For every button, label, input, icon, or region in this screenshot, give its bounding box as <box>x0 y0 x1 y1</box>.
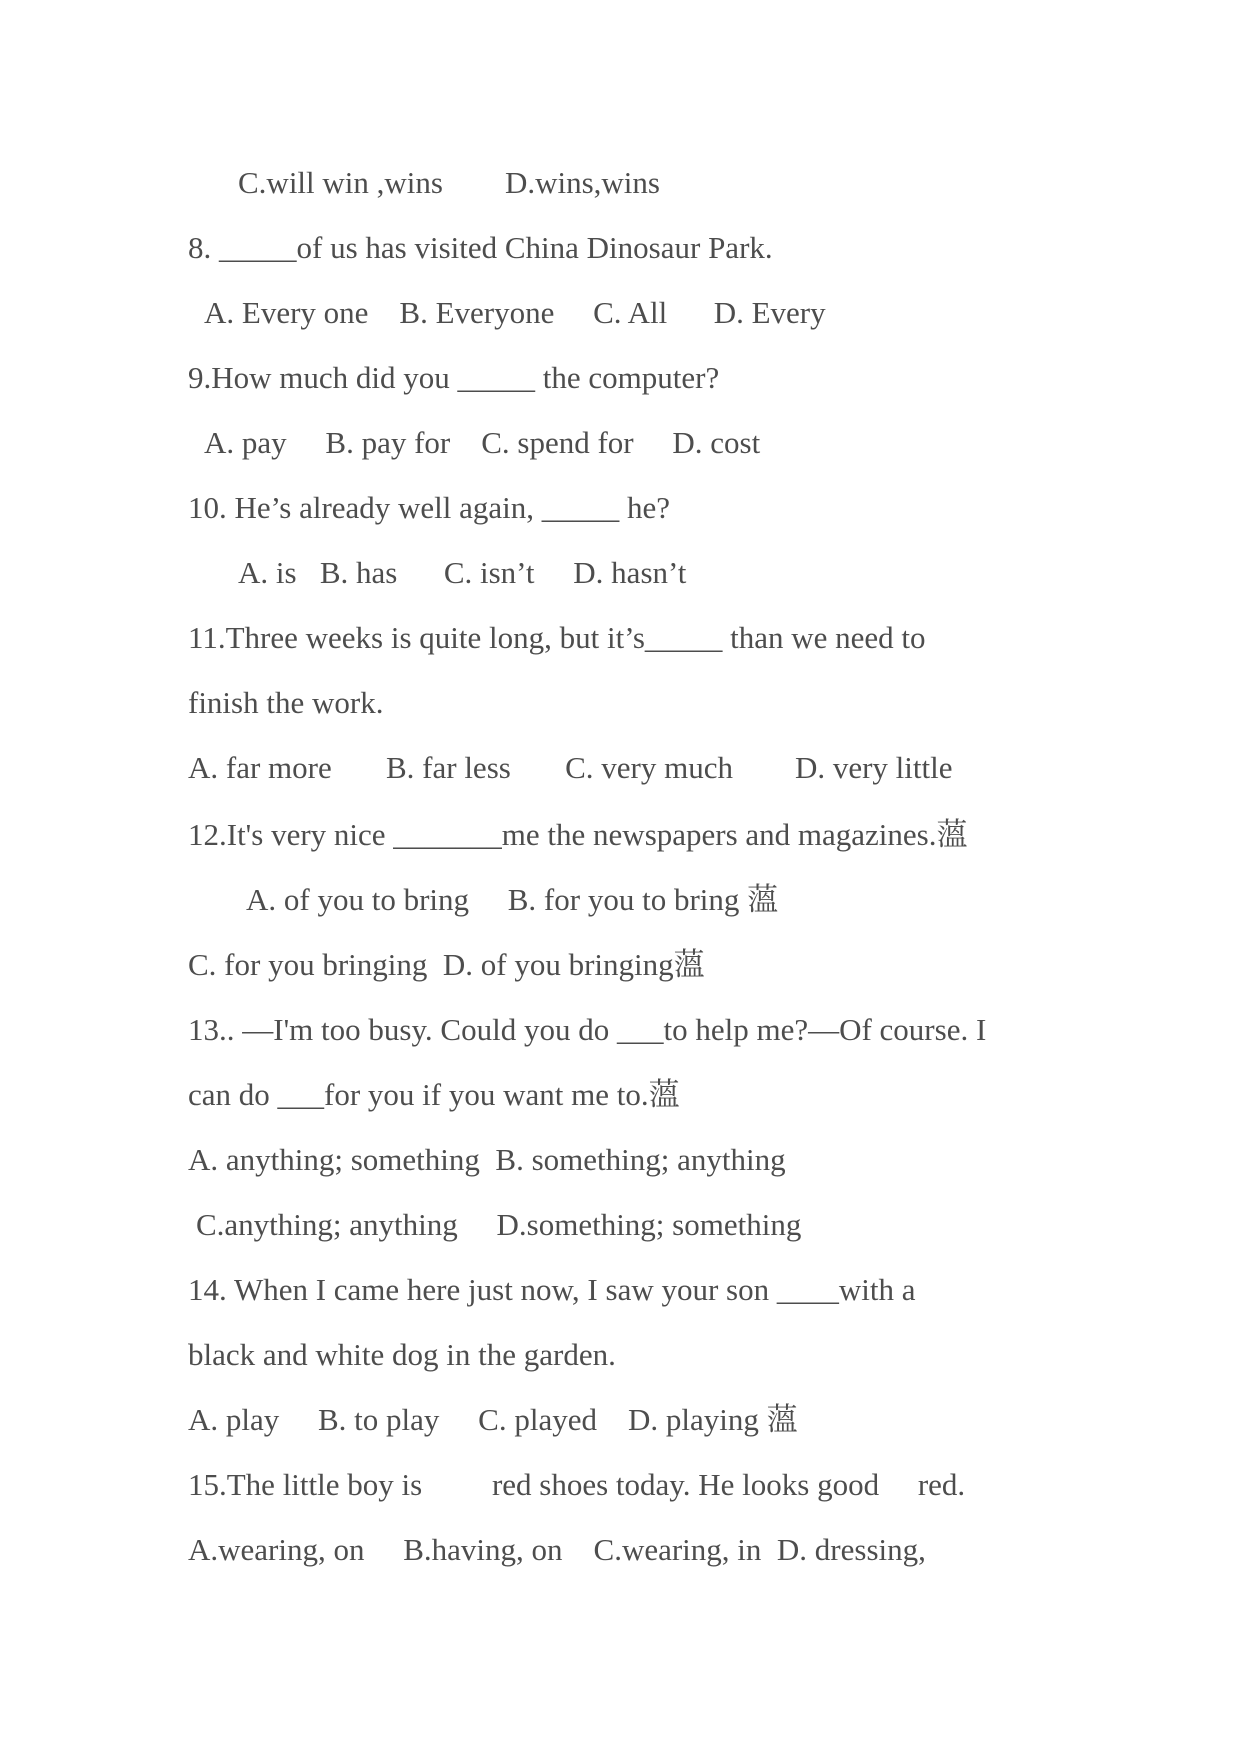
q13-options-cd: C.anything; anything D.something; something <box>196 1207 802 1242</box>
q8-options: A. Every one B. Everyone C. All D. Every <box>204 295 826 330</box>
q12-options-cd: C. for you bringing D. of you bringing薀 <box>188 947 705 982</box>
q8-stem: 8. _____of us has visited China Dinosaur Park. <box>188 230 773 265</box>
q9-stem: 9.How much did you _____ the computer? <box>188 360 720 395</box>
q11-options: A. far more B. far less C. very much D. very little <box>188 750 953 785</box>
q12-stem: 12.It's very nice _______me the newspapers and magazines.薀 <box>188 817 968 852</box>
q7-options-cd: C.will win ,wins D.wins,wins <box>238 165 660 200</box>
q10-stem: 10. He’s already well again, _____ he? <box>188 490 671 525</box>
q14-stem-line1: 14. When I came here just now, I saw your son ____with a <box>188 1272 916 1307</box>
q15-stem: 15.The little boy is red shoes today. He looks good red. <box>188 1467 966 1502</box>
q13-stem-line1: 13.. —I'm too busy. Could you do ___to help me?—Of course. I <box>188 1012 987 1047</box>
q15-options: A.wearing, on B.having, on C.wearing, in D. dressing, <box>188 1532 926 1567</box>
q10-options: A. is B. has C. isn’t D. hasn’t <box>238 555 687 590</box>
q9-options: A. pay B. pay for C. spend for D. cost <box>204 425 761 460</box>
q13-options-ab: A. anything; something B. something; anything <box>188 1142 786 1177</box>
q14-stem-line2: black and white dog in the garden. <box>188 1337 616 1372</box>
q11-stem-line1: 11.Three weeks is quite long, but it’s_____ than we need to <box>188 620 926 655</box>
q12-options-ab: A. of you to bring B. for you to bring 薀 <box>246 882 779 917</box>
q13-stem-line2: can do ___for you if you want me to.薀 <box>188 1077 680 1112</box>
q14-options: A. play B. to play C. played D. playing 薀 <box>188 1402 798 1437</box>
q11-stem-line2: finish the work. <box>188 685 384 720</box>
